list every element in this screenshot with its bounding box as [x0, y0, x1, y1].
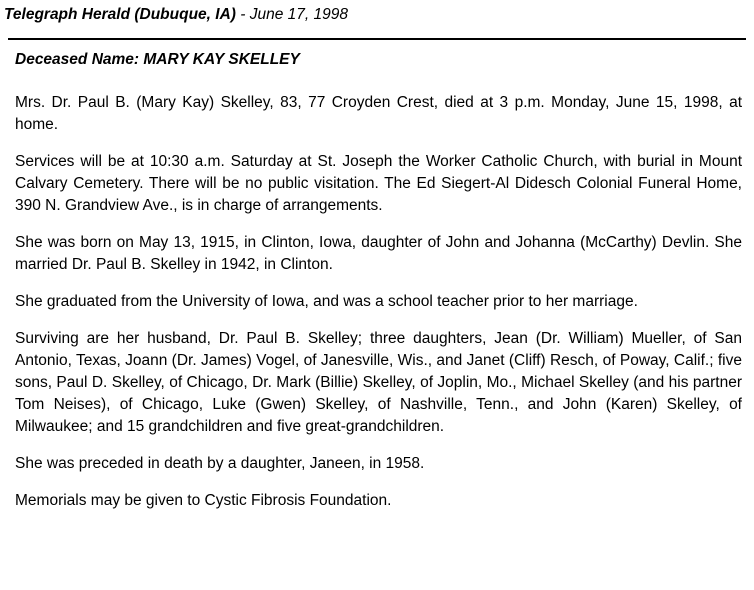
- obituary-paragraph-preceded: She was preceded in death by a daughter, Janeen, in 1958.: [15, 455, 425, 472]
- newspaper-name: Telegraph Herald (Dubuque, IA): [4, 6, 236, 23]
- newspaper-header: [4, 6, 348, 24]
- obituary-body: [15, 92, 742, 527]
- obituary-paragraph-survivors: Surviving are her husband, Dr. Paul B. Skelley; three daughters, Jean (Dr. William) Mueller, of San Antonio, Texas, Joann (Dr. James) Vogel, of Janesville, Wis., and Janet (Cliff) Resch, of Poway, Calif.; five sons, Paul D. Skelley, of Chicago, Dr. Mark (Billie) Skelley, of Joplin, Mo., Michael Skelley (and his partner Tom Neises), of Chicago, Luke (Gwen) Skelley, of Nashville, Tenn., and John (Karen) Skelley, of Milwaukee; and 15 grandchildren and five great-grandchildren.: [15, 330, 742, 435]
- obituary-paragraph-services: Services will be at 10:30 a.m. Saturday at St. Joseph the Worker Catholic Church, with burial in Mount Calvary Cemetery. There will be no public visitation. The Ed Siegert-Al Didesch Colonial Funeral Home, 390 N. Grandview Ave., is in charge of arrangements.: [15, 153, 742, 214]
- obituary-paragraph-death: Mrs. Dr. Paul B. (Mary Kay) Skelley, 83, 77 Croyden Crest, died at 3 p.m. Monday, June 15, 1998, at home.: [15, 94, 742, 133]
- obituary-paragraph-education: She graduated from the University of Iowa, and was a school teacher prior to her marriage.: [15, 293, 638, 310]
- publication-date: June 17, 1998: [249, 6, 348, 23]
- header-divider: [8, 38, 746, 40]
- deceased-name: MARY KAY SKELLEY: [143, 51, 300, 68]
- obituary-paragraph-birth: She was born on May 13, 1915, in Clinton, Iowa, daughter of John and Johanna (McCarthy) Devlin. She married Dr. Paul B. Skelley in 1942, in Clinton.: [15, 234, 742, 273]
- deceased-name-label: Deceased Name:: [15, 51, 144, 68]
- header-separator: -: [235, 6, 250, 23]
- obituary-paragraph-memorials: Memorials may be given to Cystic Fibrosis Foundation.: [15, 492, 392, 509]
- deceased-name-line: [15, 51, 300, 69]
